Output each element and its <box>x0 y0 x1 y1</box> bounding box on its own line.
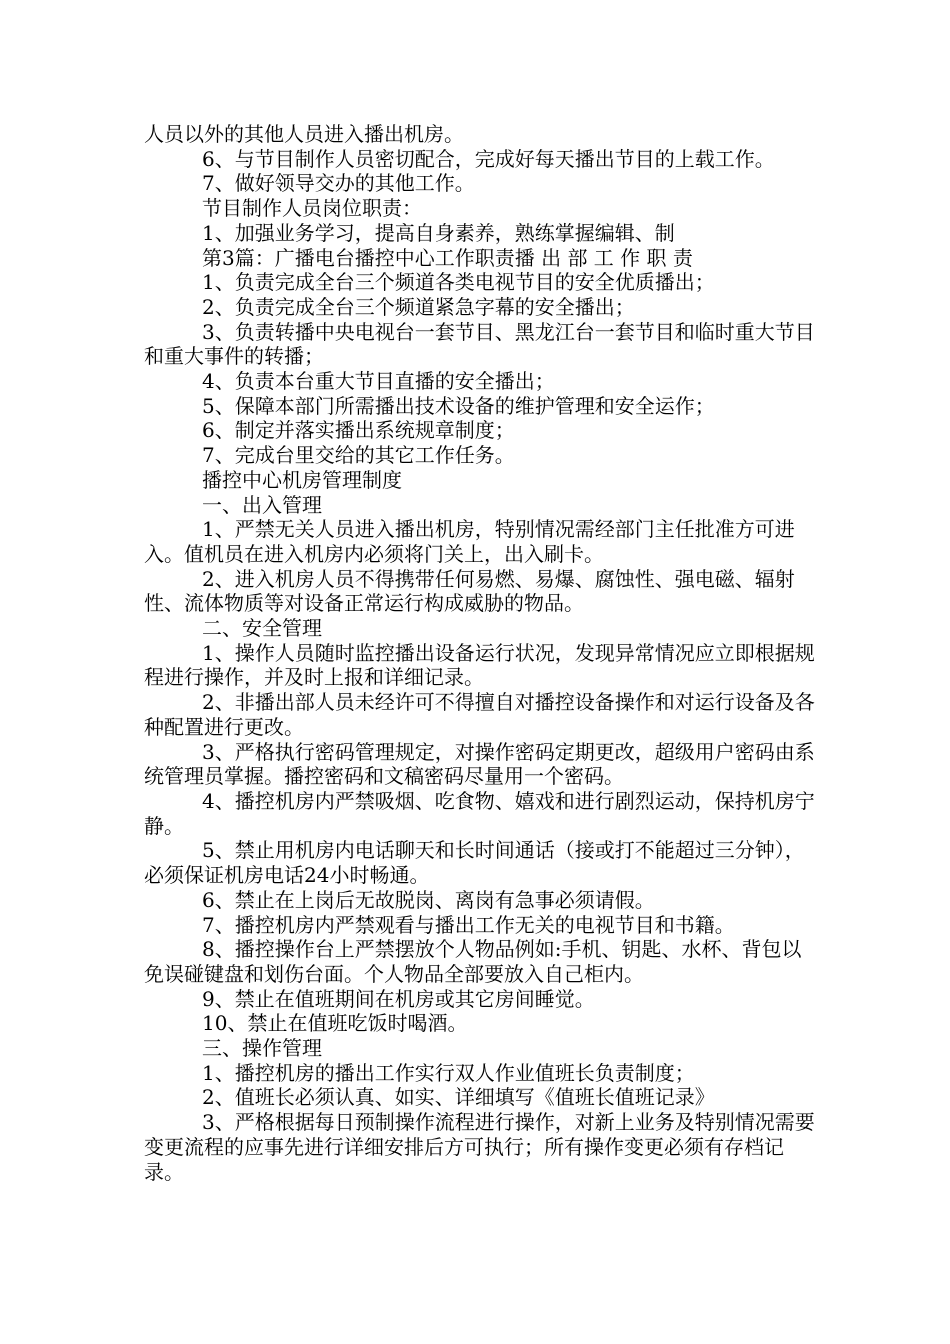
paragraph-safety-4: 4、播控机房内严禁吸烟、吃食物、嬉戏和进行剧烈运动，保持机房宁静。 <box>144 788 815 838</box>
paragraph-safety-9: 9、禁止在值班期间在机房或其它房间睡觉。 <box>202 986 595 1011</box>
paragraph-item-7: 7、做好领导交办的其他工作。 <box>202 171 475 196</box>
paragraph-duty-6: 6、制定并落实播出系统规章制度； <box>202 418 515 443</box>
document-body <box>144 122 816 1184</box>
paragraph-safety-1: 1、操作人员随时监控播出设备运行状况，发现异常情况应立即根据规程进行操作，并及时上报和详细记录。 <box>144 640 815 690</box>
paragraph-safety-10: 10、禁止在值班吃饭时喝酒。 <box>202 1011 468 1036</box>
section-heading-production-duties: 节目制作人员岗位职责： <box>202 196 422 221</box>
section-heading-machine-room-rules: 播控中心机房管理制度 <box>202 467 402 492</box>
paragraph-safety-3: 3、严格执行密码管理规定，对操作密码定期更改，超级用户密码由系统管理员掌握。播控密码和文稿密码尽量用一个密码。 <box>144 739 815 789</box>
paragraph-item-6: 6、与节目制作人员密切配合，完成好每天播出节目的上载工作。 <box>202 146 775 171</box>
paragraph-production-item-1: 1、加强业务学习，提高自身素养，熟练掌握编辑、制 <box>202 220 675 245</box>
paragraph-safety-5: 5、禁止用机房内电话聊天和长时间通话（接或打不能超过三分钟），必须保证机房电话24小时畅通。 <box>144 838 805 888</box>
paragraph-duty-3: 3、负责转播中央电视台一套节目、黑龙江台一套节目和临时重大节目和重大事件的转播； <box>144 319 815 369</box>
subsection-heading-safety: 二、安全管理 <box>202 616 322 641</box>
paragraph-operation-2: 2、值班长必须认真、如实、详细填写《值班长值班记录》 <box>202 1085 715 1110</box>
paragraph-operation-1: 1、播控机房的播出工作实行双人作业值班长负责制度； <box>202 1060 695 1085</box>
paragraph-safety-8: 8、播控操作台上严禁摆放个人物品例如:手机、钥匙、水杯、背包以免误碰键盘和划伤台面。个人物品全部要放入自己柜内。 <box>144 937 802 986</box>
paragraph-access-1: 1、严禁无关人员进入播出机房，特别情况需经部门主任批准方可进入。值机员在进入机房内必须将门关上，出入刷卡。 <box>144 517 795 566</box>
paragraph-access-2: 2、进入机房人员不得携带任何易燃、易爆、腐蚀性、强电磁、辐射性、流体物质等对设备正常运行构成威胁的物品。 <box>144 566 795 616</box>
subsection-heading-operation: 三、操作管理 <box>202 1036 322 1061</box>
paragraph-duty-7: 7、完成台里交给的其它工作任务。 <box>202 443 515 468</box>
paragraph-duty-2: 2、负责完成全台三个频道紧急字幕的安全播出； <box>202 294 635 319</box>
paragraph-continuation: 人员以外的其他人员进入播出机房。 <box>144 122 464 146</box>
subsection-heading-access: 一、出入管理 <box>202 492 322 517</box>
article-heading-part-3: 第3篇：广播电台播控中心工作职责播 出 部 工 作 职 责 <box>202 245 693 270</box>
paragraph-operation-3: 3、严格根据每日预制操作流程进行操作，对新上业务及特别情况需要变更流程的应事先进行详细安排后方可执行；所有操作变更必须有存档记录。 <box>144 1110 815 1184</box>
paragraph-safety-7: 7、播控机房内严禁观看与播出工作无关的电视节目和书籍。 <box>202 912 735 937</box>
paragraph-duty-4: 4、负责本台重大节目直播的安全播出； <box>202 369 555 394</box>
paragraph-duty-5: 5、保障本部门所需播出技术设备的维护管理和安全运作； <box>202 393 715 418</box>
paragraph-safety-2: 2、非播出部人员未经许可不得擅自对播控设备操作和对运行设备及各种配置进行更改。 <box>144 690 815 739</box>
paragraph-safety-6: 6、禁止在上岗后无故脱岗、离岗有急事必须请假。 <box>202 887 655 912</box>
paragraph-duty-1: 1、负责完成全台三个频道各类电视节目的安全优质播出； <box>202 270 715 295</box>
